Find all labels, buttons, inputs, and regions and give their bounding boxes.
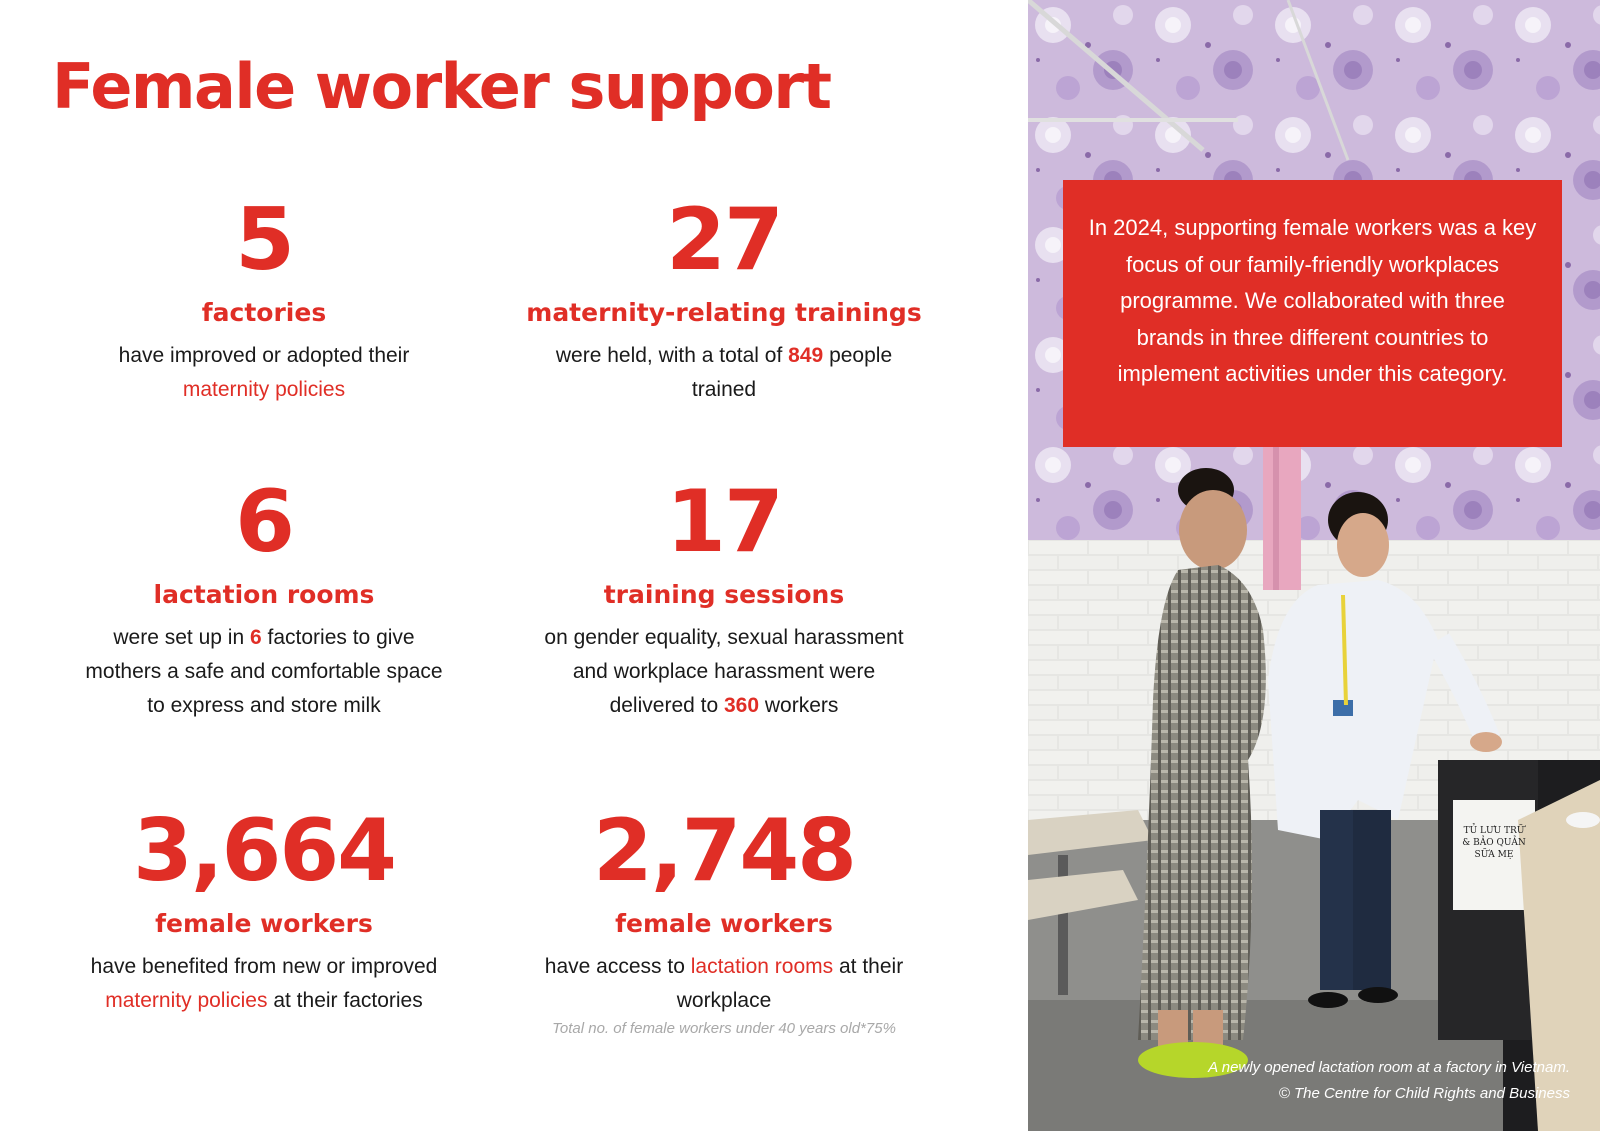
stat-label: training sessions <box>603 580 845 609</box>
stat-number: 2,748 <box>592 801 856 901</box>
stat-number: 5 <box>235 190 293 290</box>
fridge-sign: TỦ LƯU TRỮ & BẢO QUẢN SỮA MẸ <box>1462 826 1526 860</box>
stat-number: 27 <box>666 190 782 290</box>
stat-label: maternity-relating trainings <box>526 298 922 327</box>
lactation-rooms-link[interactable]: lactation rooms <box>690 955 834 978</box>
stat-number: 6 <box>235 472 293 572</box>
stat-description: were held, with a total of 849 people trained <box>555 344 893 401</box>
stat-description: have access to lactation rooms at their workplace <box>544 955 904 1012</box>
stat-label: factories <box>201 298 327 327</box>
info-box: In 2024, supporting female workers was a key focus of our family-friendly workplaces programme. We collaborated with three brands in three different countries to implement activities under this category. <box>1063 180 1562 447</box>
stat-number: 3,664 <box>132 801 396 901</box>
stat-factories <box>34 190 494 407</box>
stat-label: female workers <box>155 909 373 938</box>
stat-number: 17 <box>666 472 782 572</box>
page-title: Female worker support <box>52 50 831 123</box>
stat-label: female workers <box>615 909 833 938</box>
stat-maternity-trainings <box>494 190 954 407</box>
footnote: Total no. of female workers under 40 years old*75% <box>552 1020 896 1037</box>
stat-description: have benefited from new or improved maternity policies at their factories <box>90 955 438 1012</box>
maternity-policies-link[interactable]: maternity policies <box>105 989 268 1012</box>
stat-description: have improved or adopted their maternity policies <box>118 344 410 401</box>
stat-female-workers-benefited <box>34 801 494 1018</box>
stat-label: lactation rooms <box>153 580 375 609</box>
stat-description: on gender equality, sexual harassment and workplace harassment were delivered to 360 workers <box>544 626 904 717</box>
stat-lactation-rooms <box>34 472 494 723</box>
lactation-room-photo <box>1028 0 1600 1131</box>
stat-description: were set up in 6 factories to give mothers a safe and comfortable space to express and store milk <box>85 626 443 717</box>
maternity-policies-link[interactable]: maternity policies <box>182 378 346 401</box>
stat-training-sessions <box>494 472 954 723</box>
stat-female-workers-access <box>494 801 954 1037</box>
photo-caption: A newly opened lactation room at a factory in Vietnam. © The Centre for Child Rights and Business <box>1208 1059 1570 1102</box>
